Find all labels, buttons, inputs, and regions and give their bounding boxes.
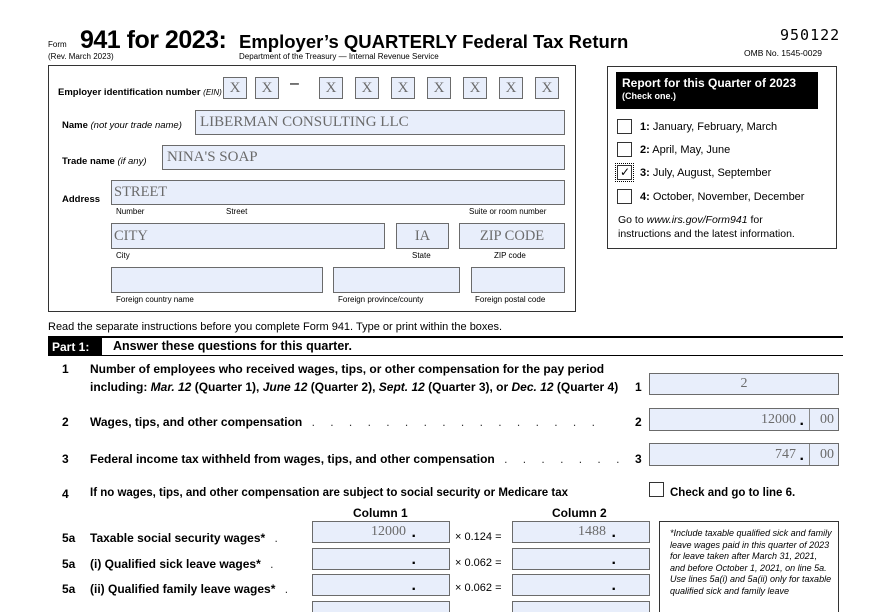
- line-1-number: 1: [62, 362, 69, 376]
- foreign-postal-caption: Foreign postal code: [475, 295, 546, 304]
- ein-boxes: [223, 77, 573, 101]
- line-4-text: If no wages, tips, and other compensation are subject to social security or Medicare tax: [90, 487, 569, 499]
- line-2-wages-field[interactable]: 12000 . 00: [649, 408, 839, 431]
- quarter-1-option: 1: January, February, March: [640, 121, 778, 133]
- line-5a-multiplier: × 0.124 =: [455, 531, 502, 543]
- street-caption: Street: [226, 207, 248, 216]
- quarter-3-option: 3: July, August, September: [640, 167, 772, 179]
- quarter-4-checkbox[interactable]: [617, 189, 632, 204]
- quarter-subtitle: (Check one.): [622, 91, 677, 101]
- line-5b-col1-field[interactable]: [312, 601, 450, 612]
- line-5aii-col1-field[interactable]: .: [312, 574, 450, 596]
- quarter-4-option: 4: October, November, December: [640, 191, 805, 203]
- state-field[interactable]: IA: [396, 223, 449, 249]
- quarter-note: Go to www.irs.gov/Form941 for instructions and the latest information.: [618, 214, 795, 240]
- line-1-box-number: 1: [635, 380, 642, 394]
- ein-digit-4[interactable]: X: [355, 77, 379, 99]
- quarter-3-checkbox[interactable]: [617, 165, 632, 180]
- line-1-text-a: Number of employees who received wages, tips, or other compensation for the pay period: [90, 362, 605, 376]
- state-caption: State: [412, 251, 431, 260]
- ein-digit-7[interactable]: X: [463, 77, 487, 99]
- form-word: Form: [48, 40, 67, 49]
- foreign-province-field[interactable]: [333, 267, 460, 293]
- line-2-box-number: 2: [635, 415, 642, 429]
- line-5a-number: 5a: [62, 531, 76, 545]
- line-5aii-col2-field[interactable]: .: [512, 574, 650, 596]
- line-3-cents: 00: [820, 447, 834, 462]
- line-5aii-text: (ii) Qualified family leave wages* .: [90, 582, 295, 596]
- column-2-header: Column 2: [552, 506, 607, 520]
- line-5ai-multiplier: × 0.062 =: [455, 557, 502, 569]
- line-5ai-col1-field[interactable]: .: [312, 548, 450, 570]
- street-field[interactable]: STREET: [111, 180, 565, 205]
- column-1-header: Column 1: [353, 506, 408, 520]
- ein-digit-8[interactable]: X: [499, 77, 523, 99]
- decimal-point: .: [799, 447, 804, 464]
- name-field[interactable]: LIBERMAN CONSULTING LLC: [195, 110, 565, 135]
- ein-digit-9[interactable]: X: [535, 77, 559, 99]
- quarter-header: [616, 72, 818, 109]
- suite-caption: Suite or room number: [469, 207, 547, 216]
- part1-title: Answer these questions for this quarter.: [113, 339, 352, 353]
- ein-digit-1[interactable]: X: [223, 77, 247, 99]
- check-mark-icon: ✓: [620, 165, 631, 179]
- leader-dots: . . . . . . . . . . . . . . . .: [302, 415, 601, 429]
- city-field[interactable]: CITY: [111, 223, 385, 249]
- line-5aii-multiplier: × 0.062 =: [455, 582, 502, 594]
- quarter-1-checkbox[interactable]: [617, 119, 632, 134]
- line-5a-col1-field[interactable]: 12000 .: [312, 521, 450, 543]
- form-title: 941 for 2023:: [80, 26, 227, 54]
- revision-date: (Rev. March 2023): [48, 52, 114, 61]
- quarter-2-checkbox[interactable]: [617, 142, 632, 157]
- footnote-text: *Include taxable qualified sick and family leave wages paid in this quarter of 2023 for leave taken after March 31, 2021, and before October 1, 2021, on line 5a. Use lines 5a(i) and 5a(ii) only for taxable qualified sick and family leave: [670, 528, 832, 596]
- ein-digit-6[interactable]: X: [427, 77, 451, 99]
- ein-digit-2[interactable]: X: [255, 77, 279, 99]
- irs-link[interactable]: www.irs.gov/Form941: [646, 214, 748, 226]
- line-5aii-number: 5a: [62, 582, 76, 596]
- line-5b-col2-field[interactable]: [512, 601, 650, 612]
- line-3-withholding-field[interactable]: 747 . 00: [649, 443, 839, 466]
- foreign-postal-field[interactable]: [471, 267, 565, 293]
- line-5ai-number: 5a: [62, 557, 76, 571]
- part1-tag: Part 1:: [48, 338, 102, 355]
- trade-name-field[interactable]: NINA'S SOAP: [162, 145, 565, 170]
- footnote-box: [659, 521, 839, 612]
- part1-bottom-rule: [48, 355, 843, 356]
- trade-name-label: Trade name (if any): [62, 156, 147, 167]
- quarter-title: Report for this Quarter of 2023: [622, 76, 797, 90]
- form-subtitle: Employer’s QUARTERLY Federal Tax Return: [239, 31, 629, 52]
- name-label: Name (not your trade name): [62, 120, 182, 131]
- line-3-number: 3: [62, 452, 69, 466]
- line-3-text: Federal income tax withheld from wages, tips, and other compensation . . . . . . .: [90, 452, 626, 466]
- address-label: Address: [62, 194, 101, 205]
- omb-number: OMB No. 1545-0029: [744, 48, 822, 58]
- zip-caption: ZIP code: [494, 251, 526, 260]
- quarter-2-option: 2: April, May, June: [640, 144, 731, 156]
- zip-field[interactable]: ZIP CODE: [459, 223, 565, 249]
- foreign-province-caption: Foreign province/county: [338, 295, 424, 304]
- line-1-text-b: including: Mar. 12 (Quarter 1), June 12 (Quarter 2), Sept. 12 (Quarter 3), or Dec. 12 (Quarter 4): [90, 380, 619, 394]
- line-2-text: Wages, tips, and other compensation . . . . . . . . . . . . . . . .: [90, 415, 601, 429]
- line-4-number: 4: [62, 487, 69, 501]
- line-1-employees-field[interactable]: 2: [649, 373, 839, 395]
- ein-dash: –: [290, 75, 299, 92]
- line-5ai-col2-field[interactable]: .: [512, 548, 650, 570]
- form-code: 950122: [780, 26, 841, 44]
- line-5a-col2-field[interactable]: 1488 .: [512, 521, 650, 543]
- line-2-number: 2: [62, 415, 69, 429]
- instructions-text: Read the separate instructions before you complete Form 941. Type or print within the boxes.: [48, 321, 503, 333]
- line-4-checkbox[interactable]: [649, 482, 664, 497]
- line-4-check-text: Check and go to line 6.: [670, 487, 796, 499]
- line-5ai-text: (i) Qualified sick leave wages* .: [90, 557, 280, 571]
- line-3-box-number: 3: [635, 452, 642, 466]
- number-caption: Number: [116, 207, 145, 216]
- line-2-cents: 00: [820, 412, 834, 427]
- foreign-country-field[interactable]: [111, 267, 323, 293]
- line-5a-text: Taxable social security wages* .: [90, 531, 284, 545]
- city-caption: City: [116, 251, 130, 260]
- decimal-point: .: [799, 412, 804, 429]
- ein-digit-5[interactable]: X: [391, 77, 415, 99]
- part1-rule: [48, 336, 843, 338]
- ein-label: Employer identification number (EIN): [58, 87, 222, 98]
- foreign-country-caption: Foreign country name: [116, 295, 194, 304]
- department-line: Department of the Treasury — Internal Revenue Service: [239, 52, 439, 61]
- ein-digit-3[interactable]: X: [319, 77, 343, 99]
